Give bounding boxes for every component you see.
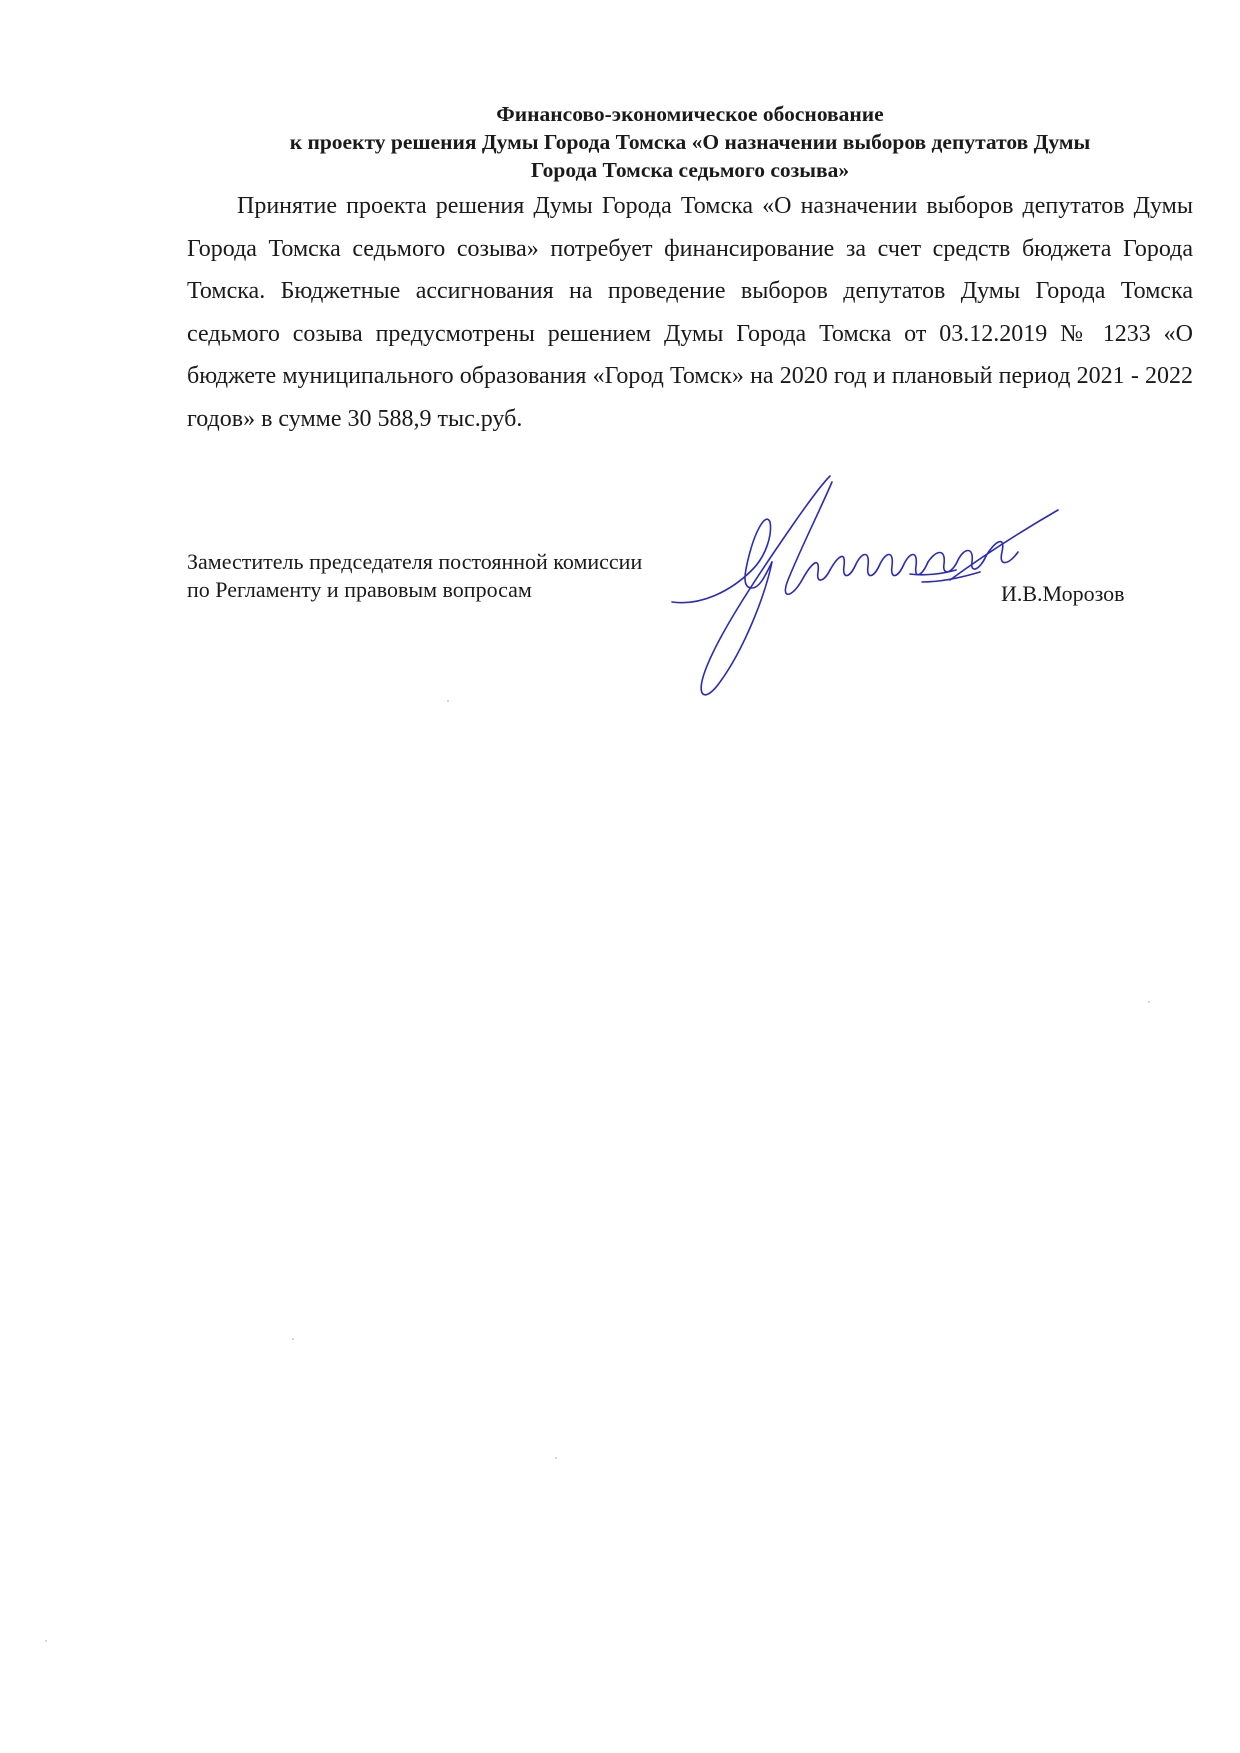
signer-name: И.В.Морозов [1001, 581, 1125, 606]
title-line-3: Города Томска седьмого созыва» [530, 158, 850, 182]
scan-speck [292, 1338, 294, 1340]
document-title [185, 100, 1195, 184]
title-line-2: к проекту решения Думы Города Томска «О назначении выборов депутатов Думы [289, 130, 1091, 154]
scan-speck [45, 1640, 47, 1642]
scan-speck [555, 1457, 557, 1459]
signatory-position-line-1: Заместитель председателя постоянной комиссии [187, 549, 643, 574]
body-paragraph: Принятие проекта решения Думы Города Томска «О назначении выборов депутатов Думы Города Томска седьмого созыва» потребует финансирование за счет средств бюджета Города Томска. Бюджетные ассигнования на проведение выборов депутатов Думы Города Томска седьмого созыва предусмотрены решением Думы Города Томска от 03.12.2019 № 1233 «О бюджете муниципального образования «Город Томск» на 2020 год и плановый период 2021 - 2022 годов» в сумме 30 588,9 тыс.руб. [187, 193, 1193, 432]
signatory-position [187, 548, 642, 604]
signatory-position-line-2: по Регламенту и правовым вопросам [187, 577, 532, 602]
scan-speck [1148, 1001, 1150, 1003]
title-line-1: Финансово-экономическое обоснование [496, 102, 884, 126]
scan-speck [447, 700, 449, 702]
